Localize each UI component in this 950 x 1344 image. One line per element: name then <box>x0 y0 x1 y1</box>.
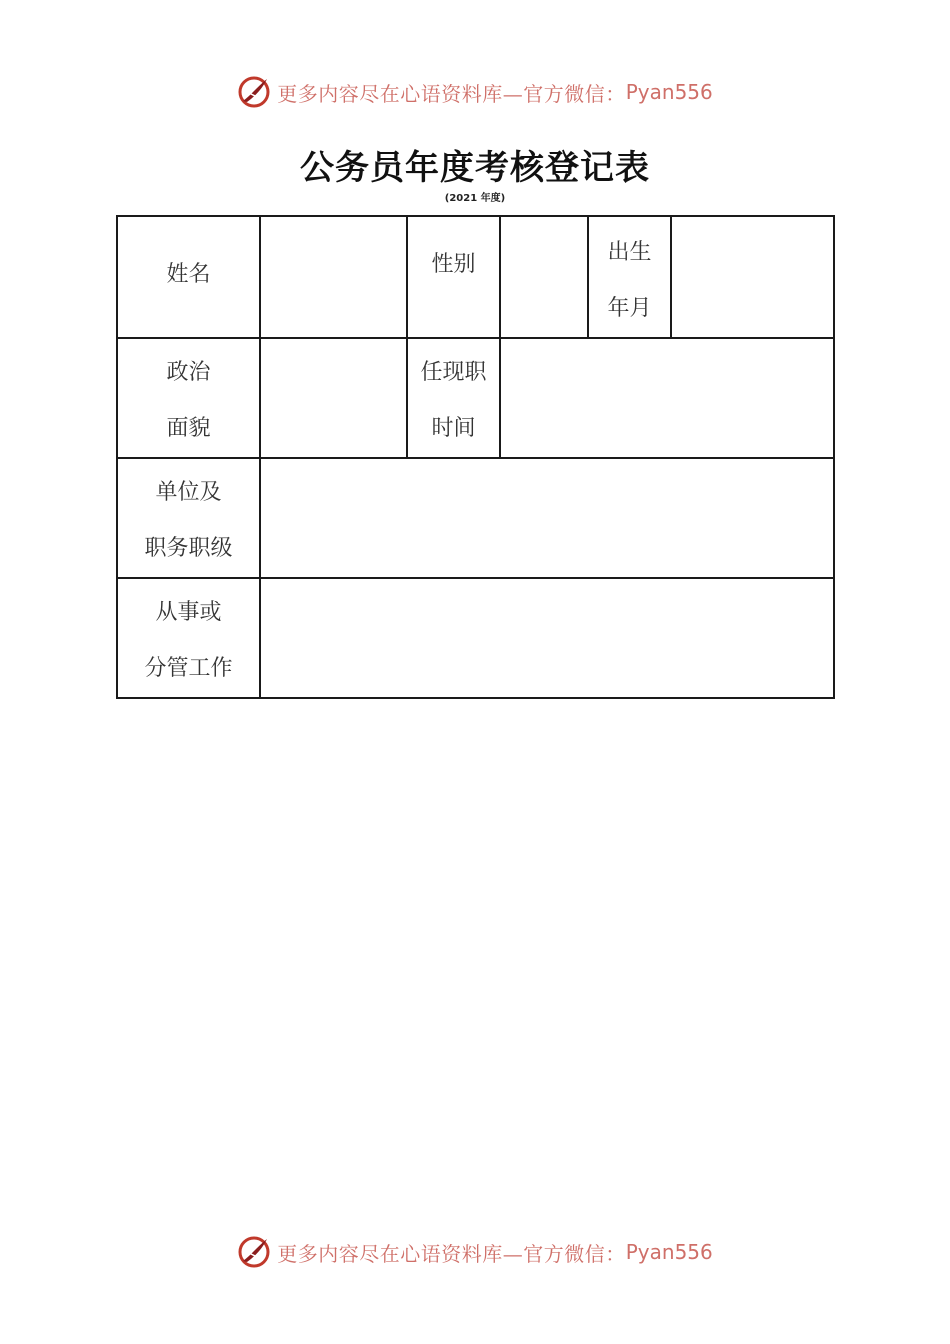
table-row <box>117 216 834 338</box>
unit-label-cell <box>117 458 260 578</box>
unit-label-line1: 单位及 <box>155 480 222 505</box>
unit-label-line2: 职务职级 <box>144 536 233 561</box>
page-title: 公务员年度考核登记表 <box>300 148 650 188</box>
name-value-cell[interactable] <box>260 216 407 338</box>
footer-banner <box>0 1232 950 1272</box>
birth-label-line1: 出生 <box>607 240 652 265</box>
banner-text: 更多内容尽在心语资料库—官方微信： <box>277 81 626 106</box>
unit-value-cell[interactable] <box>260 458 834 578</box>
tenure-label-line2: 时间 <box>431 416 476 441</box>
birth-value-cell[interactable] <box>671 216 834 338</box>
political-label-cell <box>117 338 260 458</box>
political-label-line1: 政治 <box>166 360 211 385</box>
table-row <box>117 578 834 698</box>
header-banner <box>0 72 950 112</box>
name-label: 姓名 <box>166 262 211 287</box>
table-row <box>117 458 834 578</box>
political-label-line2: 面貌 <box>166 416 211 441</box>
work-label-cell <box>117 578 260 698</box>
name-label-cell <box>117 216 260 338</box>
quill-circle-logo <box>237 75 271 109</box>
work-label-line2: 分管工作 <box>144 656 233 681</box>
banner-text: 更多内容尽在心语资料库—官方微信： <box>277 1241 626 1266</box>
tenure-label-line1: 任现职 <box>420 360 487 385</box>
wechat-id: Pyan556 <box>625 1240 713 1264</box>
gender-label: 性别 <box>431 252 476 277</box>
tenure-value-cell[interactable] <box>500 338 834 458</box>
political-value-cell[interactable] <box>260 338 407 458</box>
registration-form-table <box>116 215 835 699</box>
birth-label-cell <box>588 216 671 338</box>
gender-value-cell[interactable] <box>500 216 588 338</box>
quill-circle-logo <box>237 1235 271 1269</box>
wechat-id: Pyan556 <box>625 80 713 104</box>
tenure-label-cell <box>407 338 500 458</box>
year-note: (2021 年度) <box>444 193 506 204</box>
work-label-line1: 从事或 <box>155 600 222 625</box>
work-value-cell[interactable] <box>260 578 834 698</box>
birth-label-line2: 年月 <box>607 296 652 321</box>
gender-label-cell <box>407 216 500 338</box>
table-row <box>117 338 834 458</box>
